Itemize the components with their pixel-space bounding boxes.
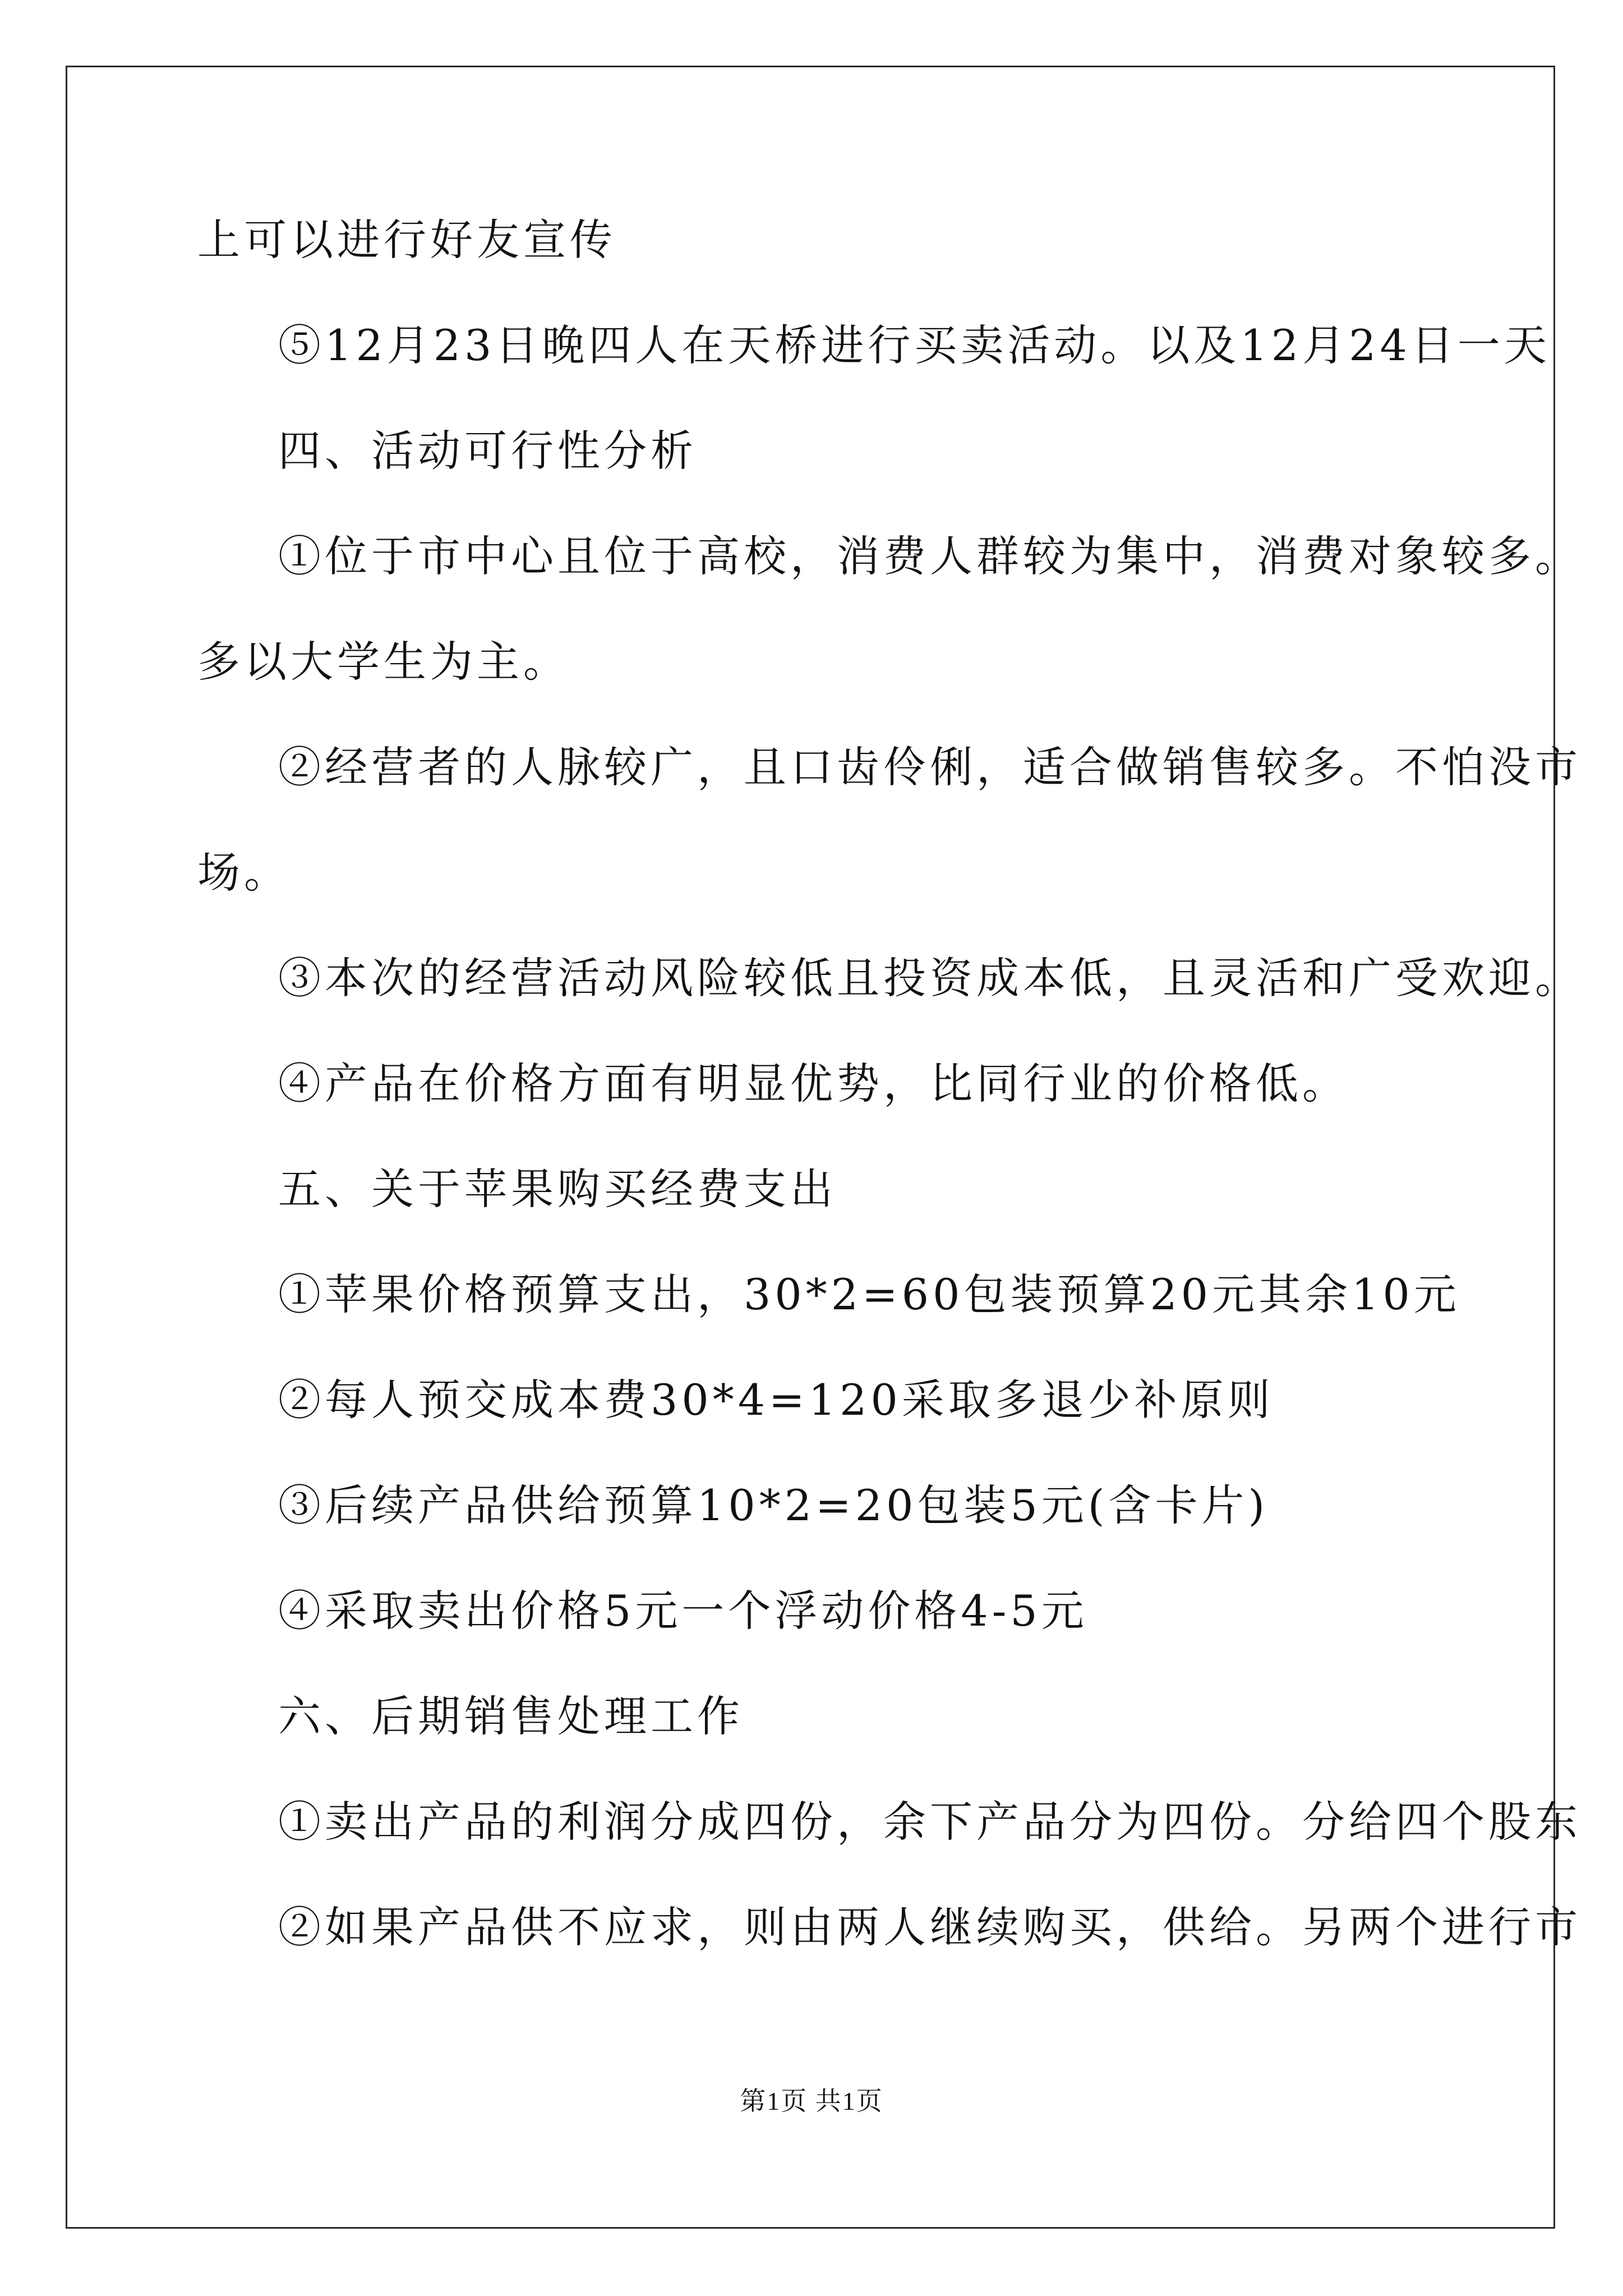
text-line: 场。 [197, 848, 291, 898]
text-line: 上可以进行好友宣传 [197, 215, 616, 265]
section-heading: 六、后期销售处理工作 [278, 1691, 744, 1741]
text-line: ①卖出产品的利润分成四份，余下产品分为四份。分给四个股东 [278, 1797, 1581, 1847]
text-line: ①苹果价格预算支出，30*2=60包装预算20元其余10元 [278, 1269, 1460, 1319]
text-line: ②每人预交成本费30*4=120采取多退少补原则 [278, 1375, 1274, 1425]
text-line: ①位于市中心且位于高校，消费人群较为集中，消费对象较多。 [278, 531, 1581, 581]
page-number: 第1页 共1页 [740, 2087, 883, 2115]
text-line: 多以大学生为主。 [197, 637, 570, 687]
section-heading: 五、关于苹果购买经费支出 [278, 1164, 837, 1214]
text-line: ④采取卖出价格5元一个浮动价格4-5元 [278, 1586, 1088, 1636]
section-heading: 四、活动可行性分析 [278, 426, 697, 476]
text-line: ②如果产品供不应求，则由两人继续购买，供给。另两个进行市 [278, 1902, 1581, 1952]
text-line: ⑤12月23日晚四人在天桥进行买卖活动。以及12月24日一天 [278, 320, 1551, 370]
text-line: ③后续产品供给预算10*2=20包装5元(含卡片) [278, 1480, 1269, 1530]
text-line: ④产品在价格方面有明显优势，比同行业的价格低。 [278, 1059, 1349, 1108]
text-line: ③本次的经营活动风险较低且投资成本低，且灵活和广受欢迎。 [278, 953, 1581, 1003]
text-line: ②经营者的人脉较广，且口齿伶俐，适合做销售较多。不怕没市 [278, 742, 1581, 792]
